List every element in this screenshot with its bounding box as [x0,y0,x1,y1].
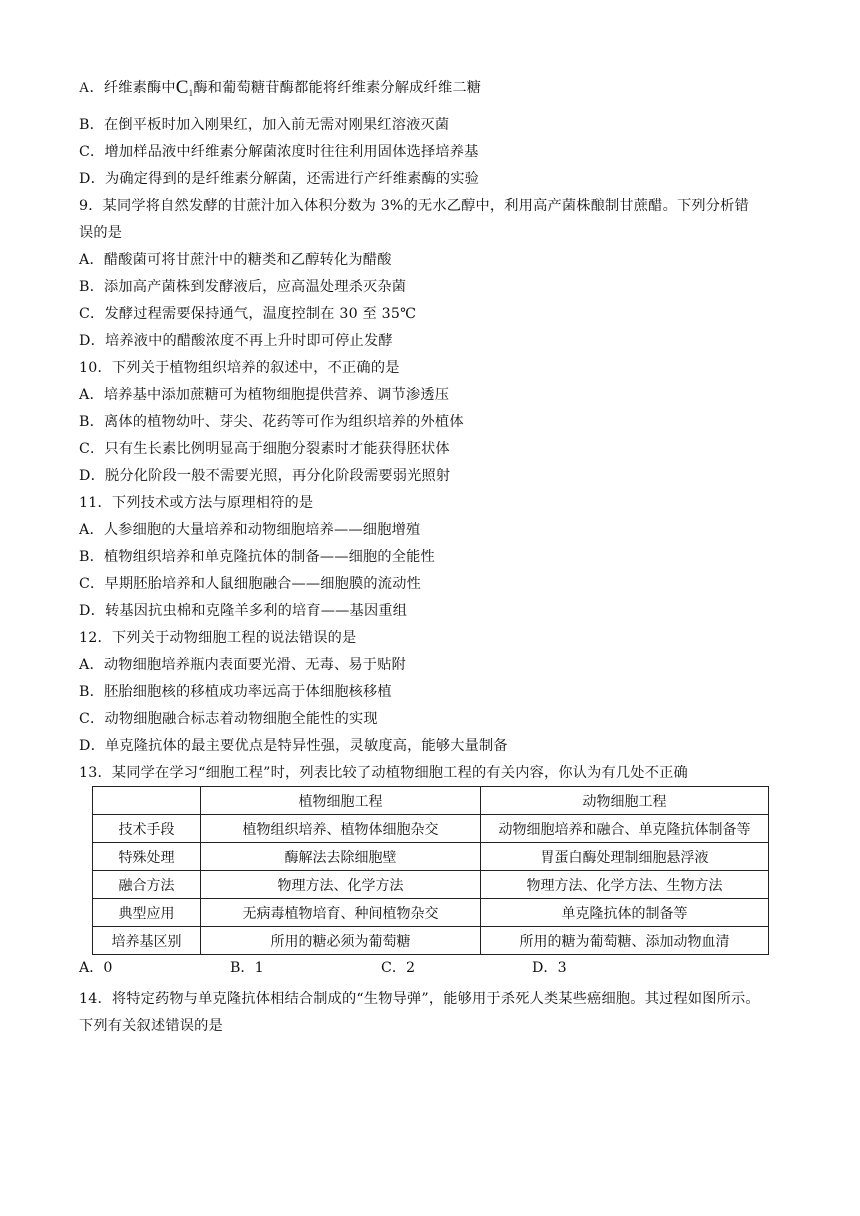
table-cell: 植物组织培养、植物体细胞杂交 [201,815,481,843]
q11-stem: 11．下列技术或方法与原理相符的是 [79,495,314,511]
q11-option-a: A．人参细胞的大量培养和动物细胞培养——细胞增殖 [79,522,421,538]
q8-option-b: B．在倒平板时加入刚果红，加入前无需对刚果红溶液灭菌 [79,117,450,133]
q10-stem: 10．下列关于植物组织培养的叙述中，不正确的是 [79,360,400,376]
table-row [93,927,769,955]
q9-option-d: D．培养液中的醋酸浓度不再上升时即可停止发酵 [79,333,393,349]
table-cell: 典型应用 [93,899,201,927]
q12-option-c: C．动物细胞融合标志着动物细胞全能性的实现 [79,711,378,727]
table-row [93,871,769,899]
q9-option-a: A．醋酸菌可将甘蔗汁中的糖类和乙醇转化为醋酸 [79,252,392,268]
q9-option-c: C．发酵过程需要保持通气，温度控制在 30 至 35℃ [79,306,417,322]
q10-option-c: C．只有生长素比例明显高于细胞分裂素时才能获得胚状体 [79,441,450,457]
table-header-cell: 动物细胞工程 [481,787,769,815]
q8-option-d: D．为确定得到的是纤维素分解菌，还需进行产纤维素酶的实验 [79,171,480,187]
q9-stem-line2: 误的是 [79,225,123,241]
table-cell: 技术手段 [93,815,201,843]
table-row [93,815,769,843]
q8-option-c: C．增加样品液中纤维素分解菌浓度时往往利用固体选择培养基 [79,144,479,160]
q11-option-d: D．转基因抗虫棉和克隆羊多利的培育——基因重组 [79,603,408,619]
table-row [93,843,769,871]
table-cell: 特殊处理 [93,843,201,871]
q12-stem: 12．下列关于动物细胞工程的说法错误的是 [79,630,357,646]
table-cell: 所用的糖为葡萄糖、添加动物血清 [481,927,769,955]
table-cell: 动物细胞培养和融合、单克隆抗体制备等 [481,815,769,843]
q10-option-d: D．脱分化阶段一般不需要光照，再分化阶段需要弱光照射 [79,468,451,484]
q12-option-b: B．胚胎细胞核的移植成功率远高于体细胞核移植 [79,684,392,700]
q8-option-a-prefix: A．纤维素酶中 [79,80,176,96]
q10-option-b: B．离体的植物幼叶、芽尖、花药等可作为组织培养的外植体 [79,414,464,430]
q13-stem: 13．某同学在学习“细胞工程”时，列表比较了动植物细胞工程的有关内容，你认为有几处不正确 [79,765,688,781]
q11-option-c: C．早期胚胎培养和人鼠细胞融合——细胞膜的流动性 [79,576,421,592]
q8-option-a [79,79,481,102]
q11-option-b: B．植物组织培养和单克隆抗体的制备——细胞的全能性 [79,549,435,565]
q9-stem-line1: 9．某同学将自然发酵的甘蔗汁加入体积分数为 3%的无水乙醇中，利用高产菌株酿制甘蔗醋。下列分析错 [79,198,749,214]
enzyme-subscript: 1 [188,88,194,98]
comparison-table [92,786,769,955]
table-cell: 物理方法、化学方法 [201,871,481,899]
q13-option-b: B．1 [230,960,264,976]
table-cell: 物理方法、化学方法、生物方法 [481,871,769,899]
table-cell: 酶解法去除细胞壁 [201,843,481,871]
table-cell: 单克隆抗体的制备等 [481,899,769,927]
q12-option-a: A．动物细胞培养瓶内表面要光滑、无毒、易于贴附 [79,657,406,673]
q14-stem-line1: 14．将特定药物与单克隆抗体相结合制成的“生物导弹”，能够用于杀死人类某些癌细胞。其过程如图所示。 [79,991,760,1007]
q13-options [79,959,799,977]
table-cell: 无病毒植物培育、种间植物杂交 [201,899,481,927]
table-cell: 培养基区别 [93,927,201,955]
q8-option-a-suffix: 酶和葡萄糖苷酶都能将纤维素分解成纤维二糖 [193,80,482,96]
table-header-cell: 植物细胞工程 [201,787,481,815]
q12-option-d: D．单克隆抗体的最主要优点是特异性强，灵敏度高，能够大量制备 [79,738,508,754]
q14-stem-line2: 下列有关叙述错误的是 [79,1018,223,1034]
table-cell: 胃蛋白酶处理制细胞悬浮液 [481,843,769,871]
q13-option-a: A．0 [79,960,113,976]
q13-option-c: C．2 [381,960,416,976]
enzyme-letter: C [175,77,189,98]
table-row [93,899,769,927]
table-cell: 融合方法 [93,871,201,899]
table-header-cell [93,787,201,815]
table-cell: 所用的糖必须为葡萄糖 [201,927,481,955]
table-header-row [93,787,769,815]
q10-option-a: A．培养基中添加蔗糖可为植物细胞提供营养、调节渗透压 [79,387,450,403]
q13-option-d: D．3 [532,960,567,976]
q9-option-b: B．添加高产菌株到发酵液后，应高温处理杀灭杂菌 [79,279,407,295]
